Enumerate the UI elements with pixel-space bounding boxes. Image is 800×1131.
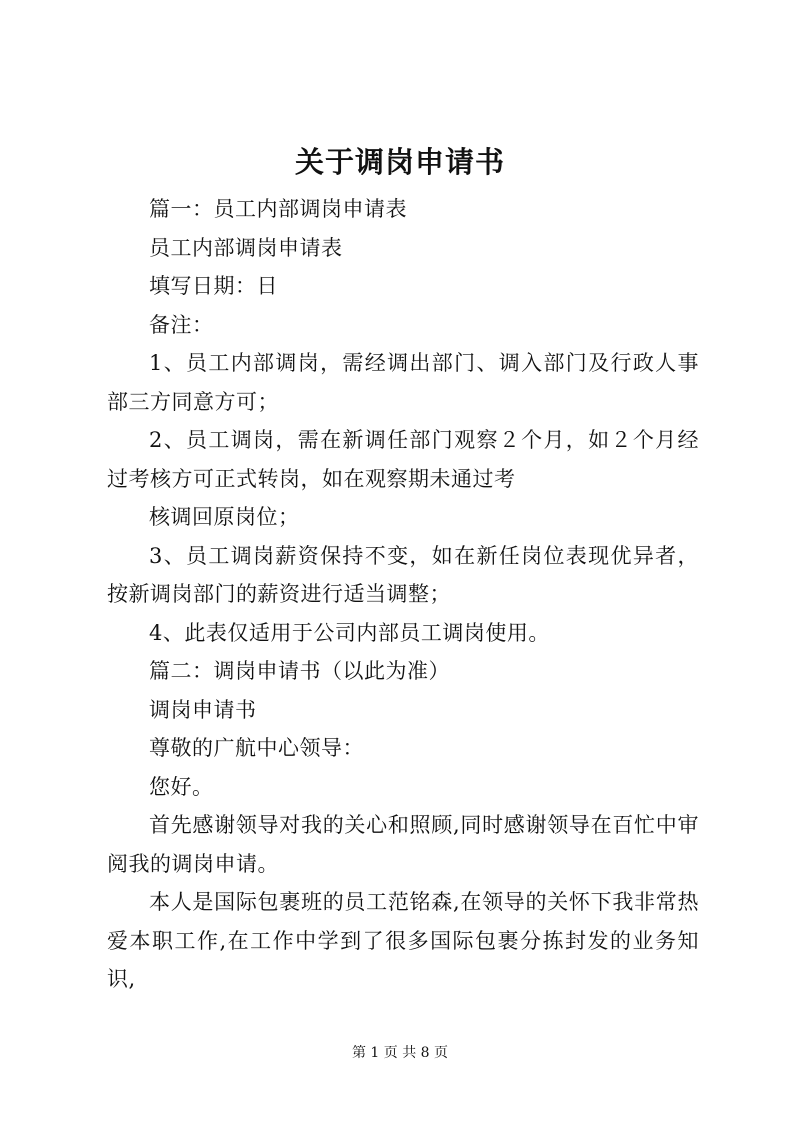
paragraph-thanks: 首先感谢领导对我的关心和照顾,同时感谢领导在百忙中审阅我的调岗申请。	[107, 813, 699, 876]
paragraph-introduction: 本人是国际包裹班的员工范铭森,在领导的关怀下我非常热爱本职工作,在工作中学到了很多国际包裹分拣封发的业务知识,	[107, 890, 699, 991]
paragraph-form-title: 员工内部调岗申请表	[149, 235, 343, 260]
paragraph-rule-2-continued: 核调回原岗位；	[149, 505, 300, 529]
paragraph-greeting: 您好。	[149, 774, 214, 799]
document-body	[107, 190, 699, 999]
paragraph-rule-1: 1、员工内部调岗，需经调出部门、调入部门及行政人事部三方同意方可；	[107, 351, 699, 414]
paragraph-letter-title: 调岗申请书	[149, 697, 257, 722]
paragraph-rule-2: 2、员工调岗，需在新调任部门观察２个月，如２个月经过考核方可正式转岗，如在观察期未通过考	[107, 428, 699, 491]
paragraph-salutation: 尊敬的广航中心领导：	[149, 736, 364, 760]
paragraph-section-one-heading: 篇一：员工内部调岗申请表	[149, 197, 407, 221]
paragraph-section-two-heading: 篇二：调岗申请书（以此为准）	[149, 659, 450, 683]
paragraph-rule-3: 3、员工调岗薪资保持不变，如在新任岗位表现优异者，按新调岗部门的薪资进行适当调整；	[107, 543, 699, 606]
paragraph-remarks-label: 备注：	[149, 312, 214, 337]
document-title: 关于调岗申请书	[294, 145, 505, 179]
page-footer: 第 1 页 共 8 页	[351, 1045, 449, 1061]
paragraph-rule-4: 4、此表仅适用于公司内部员工调岗使用。	[149, 620, 550, 645]
paragraph-fill-date: 填写日期：日	[149, 274, 278, 298]
